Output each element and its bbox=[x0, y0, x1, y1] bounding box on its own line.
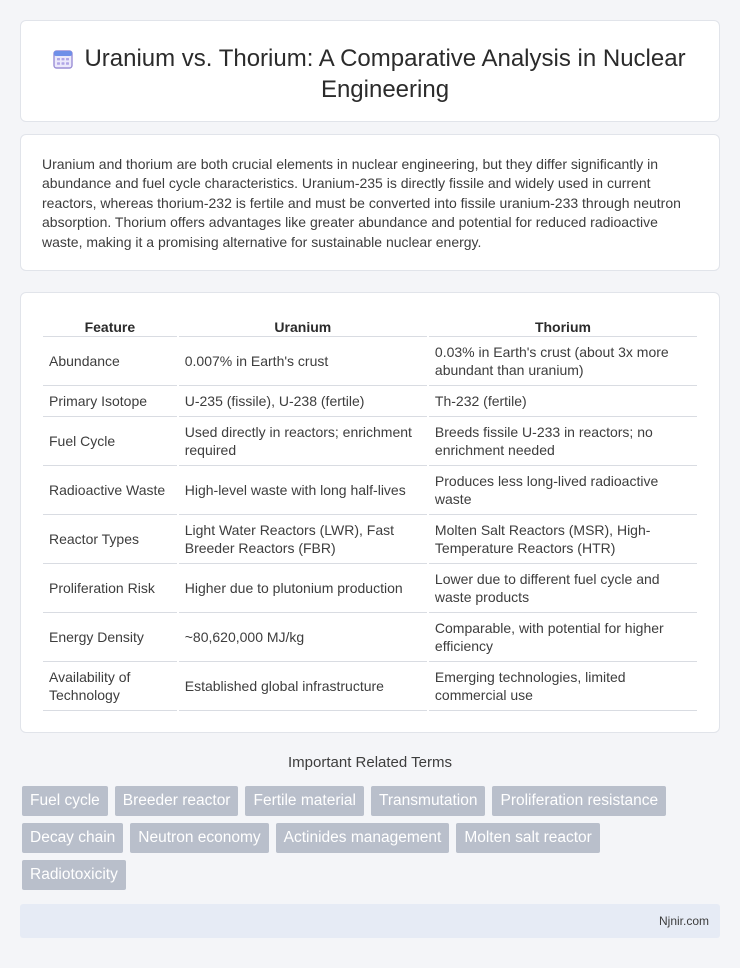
thorium-cell: Th-232 (fertile) bbox=[429, 386, 697, 417]
header-uranium: Uranium bbox=[179, 314, 427, 337]
table-row bbox=[43, 662, 697, 711]
uranium-cell: Used directly in reactors; enrichment required bbox=[179, 417, 427, 466]
tag-actinides-management[interactable]: Actinides management bbox=[276, 823, 450, 853]
uranium-cell: ~80,620,000 MJ/kg bbox=[179, 613, 427, 662]
feature-cell: Reactor Types bbox=[43, 515, 177, 564]
feature-cell: Availability of Technology bbox=[43, 662, 177, 711]
footer bbox=[20, 904, 720, 938]
thorium-cell: Lower due to different fuel cycle and waste products bbox=[429, 564, 697, 613]
tag-neutron-economy[interactable]: Neutron economy bbox=[130, 823, 268, 853]
thorium-cell: Emerging technologies, limited commercial use bbox=[429, 662, 697, 711]
related-terms-tags bbox=[22, 786, 702, 890]
table-row bbox=[43, 613, 697, 662]
tag-decay-chain[interactable]: Decay chain bbox=[22, 823, 123, 853]
table-row bbox=[43, 564, 697, 613]
feature-cell: Primary Isotope bbox=[43, 386, 177, 417]
feature-cell: Proliferation Risk bbox=[43, 564, 177, 613]
table-row bbox=[43, 417, 697, 466]
tag-breeder-reactor[interactable]: Breeder reactor bbox=[115, 786, 239, 816]
uranium-cell: High-level waste with long half-lives bbox=[179, 466, 427, 515]
header-card bbox=[20, 20, 720, 122]
feature-cell: Radioactive Waste bbox=[43, 466, 177, 515]
tag-radiotoxicity[interactable]: Radiotoxicity bbox=[22, 860, 126, 890]
header-thorium: Thorium bbox=[429, 314, 697, 337]
uranium-cell: U-235 (fissile), U-238 (fertile) bbox=[179, 386, 427, 417]
feature-cell: Energy Density bbox=[43, 613, 177, 662]
thorium-cell: Molten Salt Reactors (MSR), High-Temperature Reactors (HTR) bbox=[429, 515, 697, 564]
page-title: Uranium vs. Thorium: A Comparative Analysis in Nuclear Engineering bbox=[84, 45, 686, 103]
uranium-cell: Light Water Reactors (LWR), Fast Breeder Reactors (FBR) bbox=[179, 515, 427, 564]
tag-fertile-material[interactable]: Fertile material bbox=[245, 786, 364, 816]
feature-cell: Fuel Cycle bbox=[43, 417, 177, 466]
related-terms-heading: Important Related Terms bbox=[288, 754, 452, 771]
table-row bbox=[43, 466, 697, 515]
thorium-cell: 0.03% in Earth's crust (about 3x more abundant than uranium) bbox=[429, 337, 697, 386]
uranium-cell: Higher due to plutonium production bbox=[179, 564, 427, 613]
uranium-cell: 0.007% in Earth's crust bbox=[179, 337, 427, 386]
intro-paragraph: Uranium and thorium are both crucial elements in nuclear engineering, but they differ significantly in abundance and fuel cycle characteristics. Uranium-235 is directly fissile and widely used in current reactors, whereas thorium-232 is fertile and must be converted into fissile uranium-233 through neutron absorption. Thorium offers advantages like greater abundance and potential for reduced radioactive waste, making it a promising alternative for sustainable nuclear energy. bbox=[42, 156, 681, 250]
table-header-row bbox=[43, 314, 697, 337]
tag-proliferation-resistance[interactable]: Proliferation resistance bbox=[492, 786, 666, 816]
footer-site-name[interactable]: Njnir.com bbox=[658, 914, 709, 928]
feature-cell: Abundance bbox=[43, 337, 177, 386]
thorium-cell: Breeds fissile U-233 in reactors; no enrichment needed bbox=[429, 417, 697, 466]
tag-fuel-cycle[interactable]: Fuel cycle bbox=[22, 786, 108, 816]
header-feature: Feature bbox=[43, 314, 177, 337]
thorium-cell: Comparable, with potential for higher efficiency bbox=[429, 613, 697, 662]
comparison-table bbox=[41, 314, 699, 711]
table-row bbox=[43, 515, 697, 564]
thorium-cell: Produces less long-lived radioactive waste bbox=[429, 466, 697, 515]
comparison-table-card bbox=[20, 292, 720, 733]
tag-molten-salt-reactor[interactable]: Molten salt reactor bbox=[456, 823, 600, 853]
table-row bbox=[43, 337, 697, 386]
table-row bbox=[43, 386, 697, 417]
uranium-cell: Established global infrastructure bbox=[179, 662, 427, 711]
tag-transmutation[interactable]: Transmutation bbox=[371, 786, 486, 816]
intro-card bbox=[20, 134, 720, 271]
